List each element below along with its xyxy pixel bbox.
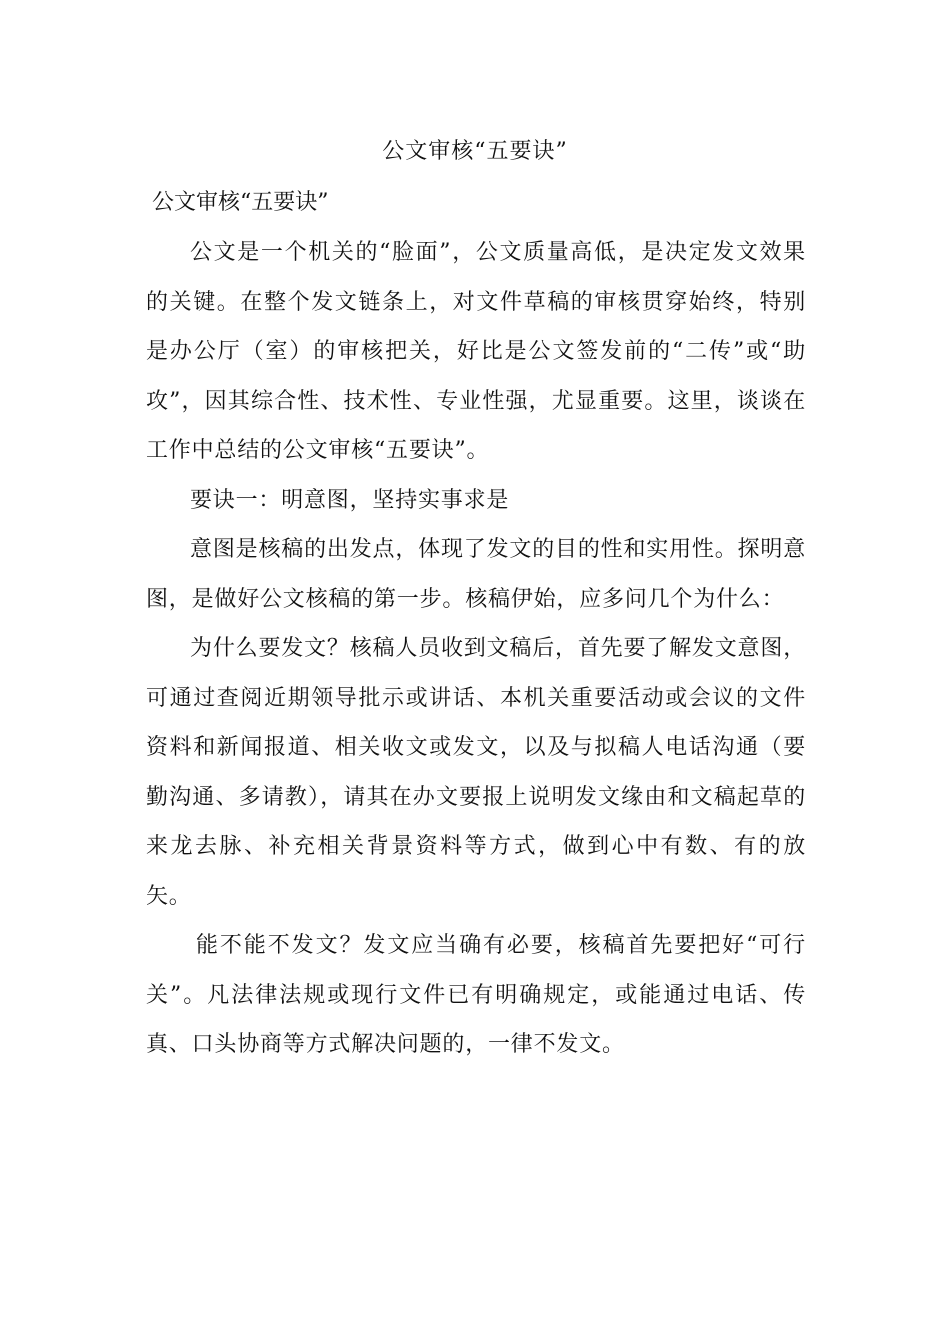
paragraph-can-skip: 能不能不发文？发文应当确有必要，核稿首先要把好“可行关”。凡法律法规或现行文件已有明确规定，或能通过电话、传真、口头协商等方式解决问题的，一律不发文。: [146, 933, 806, 1057]
section-heading-one: 要诀一：明意图，坚持实事求是: [190, 487, 510, 513]
paragraph-intro: 公文是一个机关的“脸面”，公文质量高低，是决定发文效果的关键。在整个发文链条上，对文件草稿的审核贯穿始终，特别是办公厅（室）的审核把关，好比是公文签发前的“二传”或“助攻”，因其综合性、技术性、专业性强，尤显重要。这里，谈谈在工作中总结的公文审核“五要诀”。: [146, 240, 806, 463]
document-title: 公文审核“五要诀”: [382, 139, 568, 164]
document-subtitle: 公文审核“五要诀”: [152, 190, 329, 215]
paragraph-intent: 意图是核稿的出发点，体现了发文的目的性和实用性。探明意图，是做好公文核稿的第一步。核稿伊始，应多问几个为什么：: [146, 537, 806, 612]
document-body: [146, 228, 806, 1070]
paragraph-why-issue: 为什么要发文？核稿人员收到文稿后，首先要了解发文意图，可通过查阅近期领导批示或讲话、本机关重要活动或会议的文件资料和新闻报道、相关收文或发文，以及与拟稿人电话沟通（要勤沟通、多请教），请其在办文要报上说明发文缘由和文稿起草的来龙去脉、补充相关背景资料等方式，做到心中有数、有的放矢。: [146, 636, 806, 909]
